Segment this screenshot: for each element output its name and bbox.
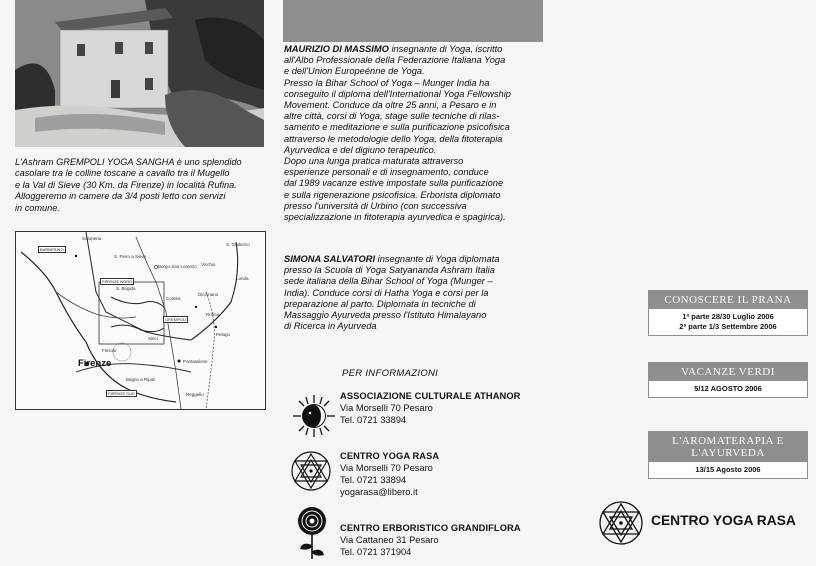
- sri-yantra-logo-icon: [598, 500, 644, 546]
- map-label: Londa: [236, 276, 249, 281]
- contact-name: CENTRO ERBORISTICO GRANDIFLORA: [340, 523, 521, 533]
- bio-line: Massaggio Ayurveda presso l'Istituto Himalayano: [284, 310, 487, 321]
- contact-address: Via Morselli 70 Pesaro: [340, 463, 433, 474]
- contact-yoga-rasa: [340, 450, 540, 498]
- event-title: CONOSCERE IL PRANA: [649, 291, 807, 309]
- map-box: FIRENZE NORD: [102, 279, 132, 284]
- bio-line: presso la Scuola di Yoga Satyananda Ashram Italia: [284, 265, 495, 276]
- map-label: Fiesole: [102, 348, 117, 353]
- info-heading: PER INFORMAZIONI: [342, 368, 439, 379]
- contact-address: Via Cattaneo 31 Pesaro: [340, 535, 439, 546]
- bio-line: esperienze personali e di insegnamento, conduce: [284, 167, 489, 178]
- panel-events: [544, 0, 816, 566]
- panel-teachers: [272, 0, 544, 566]
- event-date: 1ª parte 28/30 Luglio 2006: [682, 312, 774, 321]
- bio-line: presso l'università di Urbino (con successiva: [284, 200, 467, 211]
- map-label: Pelago: [216, 332, 231, 337]
- bio-line: attraverso le metodologie dello Yoga, della fitoterapia: [284, 133, 503, 144]
- map-label: S. Piero a Sieve: [114, 254, 147, 259]
- contact-name: CENTRO YOGA RASA: [340, 451, 440, 461]
- event-date: 5/12 AGOSTO 2006: [694, 384, 762, 393]
- map-label: BARBERINO: [40, 247, 64, 252]
- map-label: Vicchio: [201, 262, 216, 267]
- bio-line: di Ricerca in Ayurveda: [284, 321, 377, 332]
- map-label: S. Godenzo: [226, 242, 250, 247]
- ashram-line: e la Val di Sieve (30 Km. da Firenze) in località Rufina.: [15, 179, 237, 190]
- map-label: Dicomano: [198, 292, 219, 297]
- brand-name: CENTRO YOGA RASA: [651, 513, 796, 528]
- map-label: Reggello: [186, 392, 204, 397]
- contact-email-link[interactable]: yogarasa@libero.it: [340, 487, 418, 498]
- bio-line: e sulla rigenerazione psicofisica. Erborista diplomato: [284, 189, 501, 200]
- event-card-prana: [648, 290, 808, 336]
- map-label: Contea: [166, 296, 181, 301]
- sun-moon-icon: [292, 394, 336, 438]
- bio-line: India). Conduce corsi di Hatha Yoga e corsi per la: [284, 287, 489, 298]
- contact-athanor: [340, 390, 540, 426]
- bio-line: specializzazione in fitoterapia ayurvedica e spagirica).: [284, 212, 506, 223]
- map-label: Scarperia: [82, 236, 102, 241]
- event-title: VACANZE VERDI: [649, 363, 807, 381]
- bio-line: sede italiana della Bihar School of Yoga (Munger –: [284, 276, 493, 287]
- map-label: Borgo San Lorenzo: [158, 264, 197, 269]
- bio-line: all'Albo Professionale della Federazione Italiana Yoga: [284, 55, 506, 66]
- event-date: 13/15 Agosto 2006: [695, 465, 761, 474]
- event-date: 2ª parte 1/3 Settembre 2006: [679, 322, 777, 331]
- event-card-aromaterapia: [648, 431, 808, 479]
- header-banner: [283, 0, 543, 42]
- teacher-name: MAURIZIO DI MASSIMO: [284, 44, 389, 54]
- ashram-line: casolare tra le colline toscane a cavallo tra il Mugello: [15, 168, 230, 179]
- panel-ashram: [0, 0, 272, 566]
- map-label: S. Brigida: [116, 286, 136, 291]
- bio-line: conseguito il diploma dell'International Yoga Fellowship: [284, 88, 511, 99]
- bio-maurizio: [284, 44, 546, 223]
- map-label: Pontassieve: [183, 359, 208, 364]
- sri-yantra-icon: [290, 450, 332, 492]
- ashram-line: Alloggeremo in camere da 3/4 posti letto con servizi: [15, 191, 226, 202]
- location-map: [15, 231, 266, 410]
- map-label: Sieci: [148, 336, 158, 341]
- event-card-vacanze-verdi: [648, 362, 808, 398]
- ashram-photo: [15, 0, 264, 147]
- teacher-name: SIMONA SALVATORI: [284, 254, 376, 264]
- map-box: GREMPOLI: [165, 317, 187, 322]
- bio-line: Movement. Conduce da oltre 25 anni, a Pesaro e in: [284, 100, 497, 111]
- bio-line: insegnante di Yoga, iscritto: [388, 44, 503, 54]
- bio-line: samento e meditazione e sulla purificazione psicofisica: [284, 122, 510, 133]
- contact-grandiflora: [340, 522, 540, 558]
- bio-line: Ayurvedica e del digiuno terapeutico.: [284, 144, 437, 155]
- contact-name: ASSOCIAZIONE CULTURALE ATHANOR: [340, 391, 521, 401]
- map-label: Bagno a Ripoli: [126, 377, 156, 382]
- bio-line: preparazione al parto. Diplomata in tecniche di: [284, 298, 476, 309]
- map-city-firenze: Firenze: [78, 358, 112, 369]
- bio-line: e dell'Union Europeénne de Yoga.: [284, 66, 425, 77]
- contact-address: Via Morselli 70 Pesaro: [340, 403, 433, 414]
- event-title: L'AROMATERAPIA E L'AYURVEDA: [649, 432, 807, 462]
- bio-line: insegnante di Yoga diplomata: [375, 254, 500, 264]
- ashram-line: in comune.: [15, 202, 60, 213]
- bio-simona: [284, 254, 546, 332]
- map-label: Rufina: [206, 312, 220, 317]
- ashram-line: L'Ashram GREMPOLI YOGA SANGHA è uno splendido: [15, 157, 242, 167]
- contact-phone[interactable]: Tel. 0721 33894: [340, 475, 407, 486]
- bio-line: dal 1989 vacanze estive impostate sulla purificazione: [284, 178, 504, 189]
- bio-line: altre città, corsi di Yoga, stage sulle tecniche di rilas-: [284, 111, 500, 122]
- contact-phone[interactable]: Tel. 0721 371904: [340, 547, 412, 558]
- contact-phone[interactable]: Tel. 0721 33894: [340, 415, 407, 426]
- bio-line: Dopo una lunga pratica maturata attraverso: [284, 156, 464, 167]
- ashram-description: [15, 157, 267, 214]
- bio-line: Presso la Bihar School of Yoga – Munger India ha: [284, 77, 490, 88]
- rose-icon: [294, 505, 330, 561]
- map-box: FIRENZE SUD: [108, 391, 135, 396]
